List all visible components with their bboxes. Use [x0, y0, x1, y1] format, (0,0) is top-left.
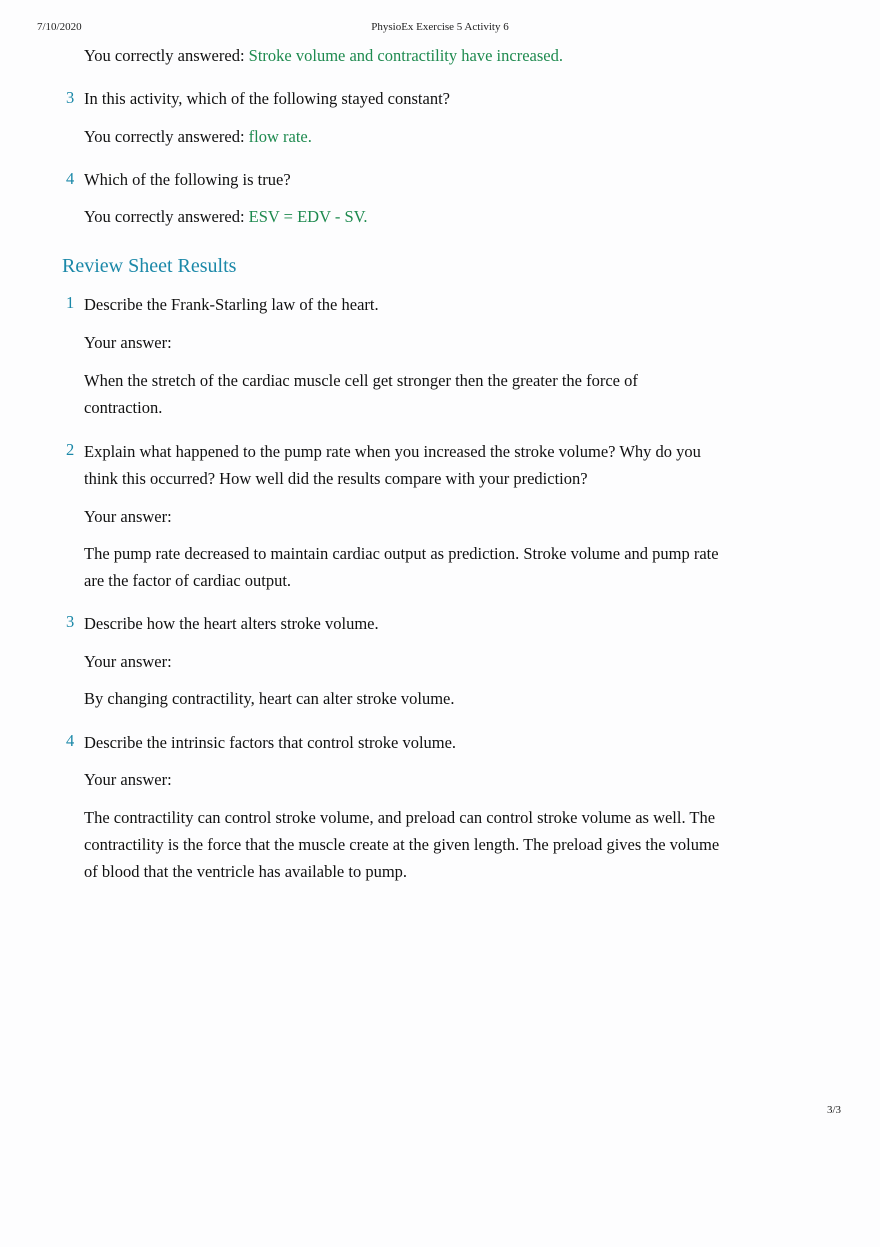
review-number: 1 [66, 293, 75, 312]
review-question: Describe the intrinsic factors that control stroke volume. [84, 733, 457, 752]
correct-answer: flow rate. [248, 127, 312, 146]
review-answer: The pump rate decreased to maintain cardiac output as prediction. Stroke volume and pump rate are the factor of cardiac output. [84, 544, 719, 590]
question-text: Which of the following is true? [84, 170, 291, 189]
your-answer-label: Your answer: [84, 507, 172, 526]
print-title: PhysioEx Exercise 5 Activity 6 [371, 21, 509, 33]
review-answer: By changing contractility, heart can alter stroke volume. [84, 689, 455, 708]
question-number: 4 [66, 169, 75, 188]
quiz-answer [84, 123, 744, 150]
page-number: 3/3 [826, 1104, 841, 1116]
your-answer-label: Your answer: [84, 333, 172, 352]
your-answer-label: Your answer: [84, 770, 172, 789]
correct-answer: ESV = EDV - SV. [248, 207, 368, 226]
review-number: 3 [66, 612, 75, 631]
correct-answer: Stroke volume and contractility have increased. [248, 46, 563, 65]
review-question: Describe the Frank-Starling law of the heart. [84, 295, 379, 314]
review-question: Explain what happened to the pump rate when you increased the stroke volume? Why do you think this occurred? How well did the results compare with your prediction? [84, 442, 701, 488]
section-title: Review Sheet Results [62, 255, 237, 277]
review-answer: The contractility can control stroke volume, and preload can control stroke volume as well. The contractility is the force that the muscle create at the given length. The preload gives the volume of blood that the ventricle has available to pump. [84, 808, 720, 881]
review-number: 2 [66, 440, 75, 459]
question-text: In this activity, which of the following stayed constant? [84, 89, 450, 108]
answer-prefix: You correctly answered: [84, 46, 245, 65]
your-answer-label: Your answer: [84, 652, 172, 671]
answer-prefix: You correctly answered: [84, 207, 245, 226]
print-date: 7/10/2020 [37, 21, 82, 33]
question-number: 3 [66, 88, 75, 107]
answer-prefix: You correctly answered: [84, 127, 245, 146]
review-answer: When the stretch of the cardiac muscle cell get stronger then the greater the force of contraction. [84, 371, 638, 417]
quiz-answer [84, 203, 744, 230]
previous-answer [84, 42, 744, 69]
review-question: Describe how the heart alters stroke volume. [84, 614, 379, 633]
review-number: 4 [66, 731, 75, 750]
